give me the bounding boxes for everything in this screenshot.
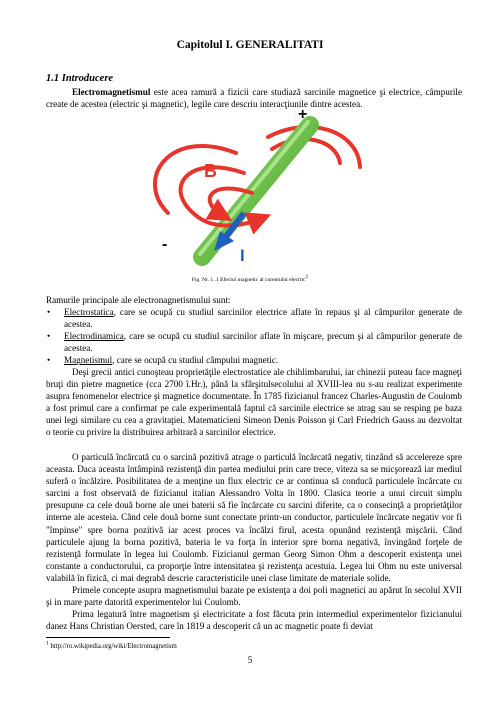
paragraph-text: Prima legatură între magnetism şi electricitate a fost făcuta prin intermediul experimentelor fizicianului danez Hans Christian Oersted, care în 1819 a descoperit că un ac magnetic poate fi deviat bbox=[46, 609, 462, 632]
branch-text: , care se ocupă cu studiul sarcinilor electrice aflate în repaus şi al câmpurilor generate de acestea. bbox=[64, 307, 462, 330]
figure-caption bbox=[0, 274, 500, 283]
branch-text: , care se ocupă cu studiul câmpului magnetic. bbox=[112, 355, 279, 366]
b-field-label: B bbox=[204, 161, 217, 181]
circuit-paragraph bbox=[46, 451, 462, 584]
history-paragraph bbox=[46, 366, 462, 439]
oersted-paragraph bbox=[46, 608, 462, 632]
intro-text: este acea ramură a fizicii care studiază sarcinile magnetice şi electrice, câmpurile create de acestea (electric şi magnetic), legile care descriu interacţiunile dintre acestea. bbox=[46, 87, 462, 110]
caption-footnote-mark: 1 bbox=[305, 274, 309, 281]
magnetic-effect-figure bbox=[140, 109, 368, 276]
paragraph-text: Primele concepte asupra magnetismului bazate pe existenţa a doi poli magnetici au apărut în secolul XVII şi in mare parte datorită experimentelor lui Coulomb. bbox=[46, 585, 462, 608]
branch-term[interactable]: Electrodinamica bbox=[64, 331, 124, 342]
branch-text: , care se ocupă cu studiul sarcinilor aflate în mişcare, precum şi al câmpurilor generate de acestea. bbox=[64, 331, 462, 354]
paragraph-text: Deşi grecii antici cunoşteau proprietăţile electrostatice ale chihlimbarului, iar chinezii puteau face magneţi bruţi din pietre magnetice (cca 2700 î.Hr.), până la sfârşitulsecolului al XVIII-lea nu s-au realizat experimente asupra fenomenelor electrice şi magnetice documentate. În 1785 fizicianul francez Charles-Augustin de Coulomb a fost primul care a confirmat pe cale experimentală faptul că sarcinile electrice se atrag sau se resping pe baza unei legi similare cu cea a gravitaţiei. Matematicieni Simeon Denis Poisson şi Carl Friedrich Gauss au dezvoltat o teorie cu privire la distribuirea arbitrară a sarcinilor electrice. bbox=[46, 367, 462, 438]
magnetism-paragraph bbox=[46, 584, 462, 608]
branch-term[interactable]: Electrostatica bbox=[64, 307, 114, 317]
branches-list bbox=[46, 306, 462, 366]
bullet-icon: • bbox=[47, 355, 51, 366]
list-item bbox=[46, 354, 462, 366]
plus-label: + bbox=[298, 109, 308, 123]
current-label: I bbox=[240, 246, 245, 265]
bullet-icon: • bbox=[47, 331, 51, 342]
list-item bbox=[46, 306, 462, 330]
intro-term: Electromagnetismul bbox=[72, 87, 151, 97]
list-item bbox=[46, 330, 462, 354]
page-number: 5 bbox=[247, 655, 253, 665]
section-heading: 1.1 Introducere bbox=[46, 73, 114, 84]
footnote bbox=[46, 640, 177, 650]
branches-intro: Ramurile principale ale electronagnetismului sunt: bbox=[46, 295, 231, 305]
caption-text: Fig. Nr. 1..1 Efectul magnetic al curentului electric bbox=[191, 277, 306, 283]
footnote-mark: 1 bbox=[46, 640, 49, 647]
footnote-divider bbox=[46, 637, 170, 638]
chapter-title: Capitolul I. GENERALITATI bbox=[176, 39, 324, 51]
minus-label: - bbox=[162, 236, 168, 253]
footnote-link[interactable]: http://ro.wikipedia.org/wiki/Electromagnetism bbox=[48, 643, 177, 650]
paragraph-text: O particulă încărcată cu o sarcină pozitivă atrage o particulă încărcată negativ, tinzând să accelereze spre aceasta. Daca aceasta întâmpină rezistenţă din partea mediului prin care trece, viteza sa se micşorează iar mediul suferă o încălzire. Posibilitatea de a menţine un flux electric ce ar continua să conducă particulele încărcate cu sarcini a fost observată de fizicianul italian Alessandro Volta în 1800. Clasica teorie a unui circuit simplu presupune ca cele două borne ale unei baterii să fie încărcate cu sarcini diferite, ca o consecinţă a proprietăţilor interne ale acesteia. Când cele două borne sunt conectate printr-un conductor, particulele încărcate negativ vor fi "împinse" spre borna pozitivă iar acest proces va încălzi firul, acesta opunând rezistenţă mişcării. Când particulele ajung la borna pozitivă, bateria le va forţa în interior spre borna negativă, învingând forţele de rezistenţă formulate în legea lui Coulomb. Fizicianul german Georg Simon Ohm a descoperit existenţa unei constante a conductorului, ca proporţie între intensitatea şi rezistenţa acestuia. Legea lui Ohm nu este universal valabilă în fizică, ci mai degrabă descrie caracteristicile unei clase limitate de materiale solide. bbox=[46, 452, 462, 583]
bullet-icon: • bbox=[47, 307, 51, 317]
branch-term[interactable]: Magnetismul bbox=[64, 355, 113, 366]
intro-paragraph bbox=[46, 86, 462, 110]
